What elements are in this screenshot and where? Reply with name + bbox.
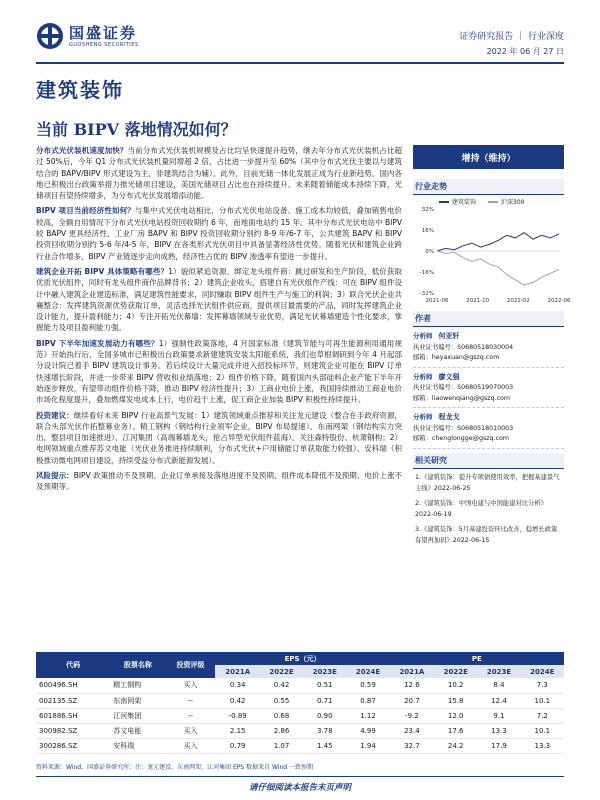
author-email[interactable]: liaowenqiang@gszq.com [431,394,511,402]
author-entry: 分析师 何亚轩 执业证书编号：S0680518030004 邮箱：heyaxuan@gszq.com [413,327,564,368]
related-item[interactable]: 2.《建筑装饰：中国电建与中国能建对比分析》2022-06-19 [415,499,547,518]
table-cell: 10.1 [521,723,564,738]
year-header: 2024E [346,665,389,678]
x-tick-label: 2022-06 [547,298,571,304]
table-cell: 10.1 [521,693,564,708]
table-cell: 精工钢构 [110,678,165,693]
paragraph-text: 1）强制性政策落地，4 月国家标准《建筑节能与可再生能源利用通用规范》开始执行后，全国多城市已积极出台政策要求新建建筑安装太阳能系统，我们也草根调研到今年 4 月起部分设计院已着手 BIPV 建筑设计事务。若后续设计大量完成并进入招投标环节，则建筑企业可能在 BIPV 订单快速增长阶段，并进一步带来 BIPV 营收和业绩落地；2）组件价格下降，随着国内头部硅料企业产能下半年开始逐步释放，有望带动组件价格下降，推动 BIPV 经济性提升；3）工商业电价上涨，我国持续推动工商业电价市场化程度提升，叠加燃煤发电成本上行，电价趋于上涨，促工商企业加装 BIPV 积极性持续提升。 [36,338,402,405]
paragraph-text: BIPV 政策推动不及预期、企业订单承接及落地进度不及预期、组件成本降低不及预期、电价上涨不及预期等。 [36,471,403,492]
table-cell: 0.68 [260,708,303,723]
trend-section-title: 行业走势 [413,179,564,195]
rating-badge: 增持（维持） [413,145,564,169]
report-body [36,145,402,497]
table-cell: 1.94 [346,738,389,753]
x-tick-label: 2021-10 [466,298,490,304]
paragraph-5 [36,410,402,466]
year-header: 2021A [215,665,259,678]
table-cell: 13.3 [521,738,564,753]
paragraph-lead: 风险提示： [36,471,74,481]
table-cell: 300982.SZ [36,723,110,738]
table-cell: 24.2 [434,738,477,753]
x-tick-label: 2021-06 [425,298,449,304]
table-cell: 0.42 [215,693,259,708]
table-cell: -- [166,708,216,723]
related-section-title: 相关研究 [413,453,564,469]
table-cell: 12.0 [434,708,477,723]
header-divider [36,62,564,64]
col-pe: PE [390,652,564,665]
industry-name: 建筑装饰 [36,78,124,102]
table-cell: 0.90 [303,708,346,723]
y-tick-label: 0% [425,249,434,255]
table-cell: 0.79 [215,738,259,753]
table-cell: 苏文电能 [110,723,165,738]
table-cell: 002135.SZ [36,693,110,708]
table-cell: 1.07 [260,738,303,753]
report-date: 2022 年 06 月 27 日 [486,47,564,56]
author-entry: 分析师 廖文强 执业证书编号：S0680519070003 邮箱：liaowenqiang@gszq.com [413,368,564,409]
y-tick-label: 16% [421,228,434,234]
table-cell: 23.4 [390,723,434,738]
year-header: 2022E [260,665,303,678]
footer-divider [36,776,564,777]
table-cell: 2.15 [215,723,259,738]
paragraph-1 [36,145,402,201]
table-cell: 安科瑞 [110,738,165,753]
table-cell: 1.45 [303,738,346,753]
table-cell: 1.12 [346,708,389,723]
col-name: 股票名称 [110,652,165,678]
year-header: 2023E [303,665,346,678]
table-cell: 东南网架 [110,693,165,708]
year-header: 2022E [434,665,477,678]
table-cell: 3.78 [303,723,346,738]
company-logo [36,22,139,50]
table-cell: 0.71 [303,693,346,708]
legend-item: 建筑装饰 [439,197,476,206]
table-cell: 买入 [166,678,216,693]
table-cell: 600496.SH [36,678,110,693]
table-row [36,738,564,753]
table-cell: 12.4 [477,693,520,708]
table-row [36,693,564,708]
col-code: 代码 [36,652,110,678]
y-tick-label: -16% [419,270,434,276]
table-cell: 32.7 [390,738,434,753]
table-cell: 20.7 [390,693,434,708]
series-line-2 [437,251,559,285]
y-tick-label: 32% [421,207,434,213]
table-cell: 0.59 [346,678,389,693]
logo-icon [36,22,64,50]
paragraph-lead: 投资建议： [36,410,74,420]
year-header: 2023E [477,665,520,678]
table-cell: 9.1 [477,708,520,723]
report-title: 当前 BIPV 落地情况如何？ [36,120,237,139]
paragraph-lead: 分布式光伏装机速度加快？ [36,146,128,155]
table-cell: 买入 [166,723,216,738]
paragraph-text: 与集中式光伏电站相比，分布式光伏电站设备、施工成本均较低，叠加销售电价较高，全额自用情况下分布式光伏电站投资回收期约 6 年，而地面电站约 15 年。其中分布式光伏电站中 BIPV 较 BAPV 更具经济性，工业厂房 BAPV 和 BIPV 投资回收期分别约 8-9 年/6-7 年，公共建筑 BAPV 和 BIPV 投资回收期分别约 5-6 年/4-5 年，BIPV 在各类形式光伏项目中具备显著经济性优势。随着光伏和建筑企业跨行业合作增多，BIPV 产业链逐步走向成熟，经济性占优的 BIPV 渗透率有望进一步提升。 [36,206,402,261]
table-row [36,678,564,693]
table-row [36,723,564,738]
table-cell: 12.6 [390,678,434,693]
legend-item: 沪深300 [488,197,524,206]
table-cell: 8.4 [477,678,520,693]
sidebar [413,145,571,553]
chart-legend [439,197,524,206]
author-entry: 分析师 程龙戈 执业证书编号：S0680518010003 邮箱：chenglongge@gszq.com [413,408,564,449]
table-cell: 0.42 [260,678,303,693]
paragraph-6 [36,470,402,493]
report-header [0,0,600,66]
author-name: 廖文强 [438,372,460,381]
table-cell: 4.99 [346,723,389,738]
trend-chart [413,195,571,311]
table-cell: 15.8 [434,693,477,708]
table-cell: 0.34 [215,678,259,693]
related-item[interactable]: 1.《建筑装饰：提升专项债使用效率，把握基建景气主线》2022-06-25 [415,473,560,492]
source-note: 资料来源：Wind，国盛证券研究所；注：龙元建设、东南网架、江河集团 EPS 数据来自 Wind 一致预期 [36,764,314,771]
footer-disclaimer: 请仔细阅读本报告末页声明 [248,783,351,793]
paragraph-lead: BIPV 下半年加速发展动力有哪些？ [36,338,159,348]
table-cell: 0.51 [303,678,346,693]
table-cell: 买入 [166,738,216,753]
x-tick-label: 2022-02 [506,298,530,304]
table-cell: 0.87 [346,693,389,708]
table-cell: 10.2 [434,678,477,693]
paragraph-3 [36,266,402,334]
table-cell: 601886.SH [36,708,110,723]
logo-chinese-name: 国盛证券 [69,23,138,42]
related-item[interactable]: 3.《建筑装饰：5月基建投资环比改善，稳增长政策有望再加码》2022-06-15 [415,525,558,544]
table-cell: 13.3 [477,723,520,738]
authors-section-title: 作者 [413,311,564,327]
table-cell: 江河集团 [110,708,165,723]
y-tick-label: -32% [419,291,434,297]
col-rating: 投资评级 [166,652,216,678]
author-name: 程龙戈 [438,413,460,421]
related-research-list [413,469,564,553]
table-row [36,708,564,723]
year-header: 2021A [390,665,434,678]
stock-table-wrap [36,652,564,754]
table-cell: 7.3 [521,678,564,693]
paragraph-lead: 建筑企业开拓 BIPV 具体策略有哪些？ [36,266,169,276]
stock-valuation-table [36,652,564,754]
table-cell: 17.6 [434,723,477,738]
logo-english-name: GUOSHENG SECURITIES [69,41,139,48]
author-email[interactable]: chenglongge@gszq.com [431,435,509,442]
document-type: 证券研究报告 ｜ 行业深度 [459,32,564,42]
author-name: 何亚轩 [438,332,460,340]
table-cell: -- [166,693,216,708]
year-header: 2024E [521,665,564,678]
trend-chart-svg [413,195,571,311]
paragraph-text: 继续看好未来 BIPV 行业高景气发展：1）建筑领域重点推荐和关注龙元建设（整合在手政府资源，联合头部光伏作拓整幕业务）、精工钢构（钢结构行业领军企业，BIPV 布局提速）、东南网架（钢结构实力突出，整县项目加速推进）、江河集团（高端幕墙龙头，抢占异型光伏组件蓝海），关注森特股份、杭萧钢构；2）电网领域重点推荐苏文电能（光伏业务推进持续顺利，分布式光伏+户用储能订单获取能力较强）、安科瑞（积极推动微电网项目建设，持续受益分布式新能源发展）。 [36,410,402,465]
author-email[interactable]: heyaxuan@gszq.com [431,354,500,361]
table-cell: 0.55 [260,693,303,708]
table-cell: -0.89 [215,708,259,723]
paragraph-4 [36,338,402,406]
paragraph-lead: BIPV 项目当前经济性如何？ [36,206,135,216]
col-eps: EPS（元） [215,652,389,665]
table-cell: 2.86 [260,723,303,738]
table-cell: -9.2 [390,708,434,723]
paragraph-text: 1）貌似紧追资源、绑定龙头组件商：跳过研发和生产阶段，低价获取优质光伏组件，同时有龙头组件商作品牌背书；2）建筑企业收头，搭建自有光伏组件产线：可在 BIPV 组件设计中融入建筑企业建造标准，满足建筑性能要求，同时赚取 BIPV 组件生产与施工的利润；3）联合光伏企业共襄整合：发挥建筑资源优势获取订单，灵活选择光伏组件供应商，提供项目最需要的产品，同时发挥建筑企业设计能力，提升盈利能力；4）专注开拓光伏幕墙：发挥幕墙领域专业优势，满足光伏幕墙建造个性化要求，掌握能力及项目盈利能力强。 [36,266,402,333]
paragraph-2 [36,205,402,261]
series-line-1 [437,233,559,251]
table-cell: 300286.SZ [36,738,110,753]
table-cell: 17.9 [477,738,520,753]
paragraph-text: 当前分布式光伏装机规模及占比均呈快速提升趋势，继去年分布式光伏装机占比超过 50%后，今年 Q1 分布式光伏装机量同增超 2 倍，占比进一步提升至 60%（其中分布式光伏主要以与建筑结合的 BAPV/BIPV 形式建设为主，非建筑结合为辅）。此外，目前光储一体化发展正成为行业新趋势，国内各地已积极出台政策举措力推光储项目建设，美国光储项目占比也在持续提升。未来随着储能成本持续下降，光储项目有望持续增多，为分布式光伏发展增添动能。 [36,146,402,201]
table-cell: 7.2 [521,708,564,723]
